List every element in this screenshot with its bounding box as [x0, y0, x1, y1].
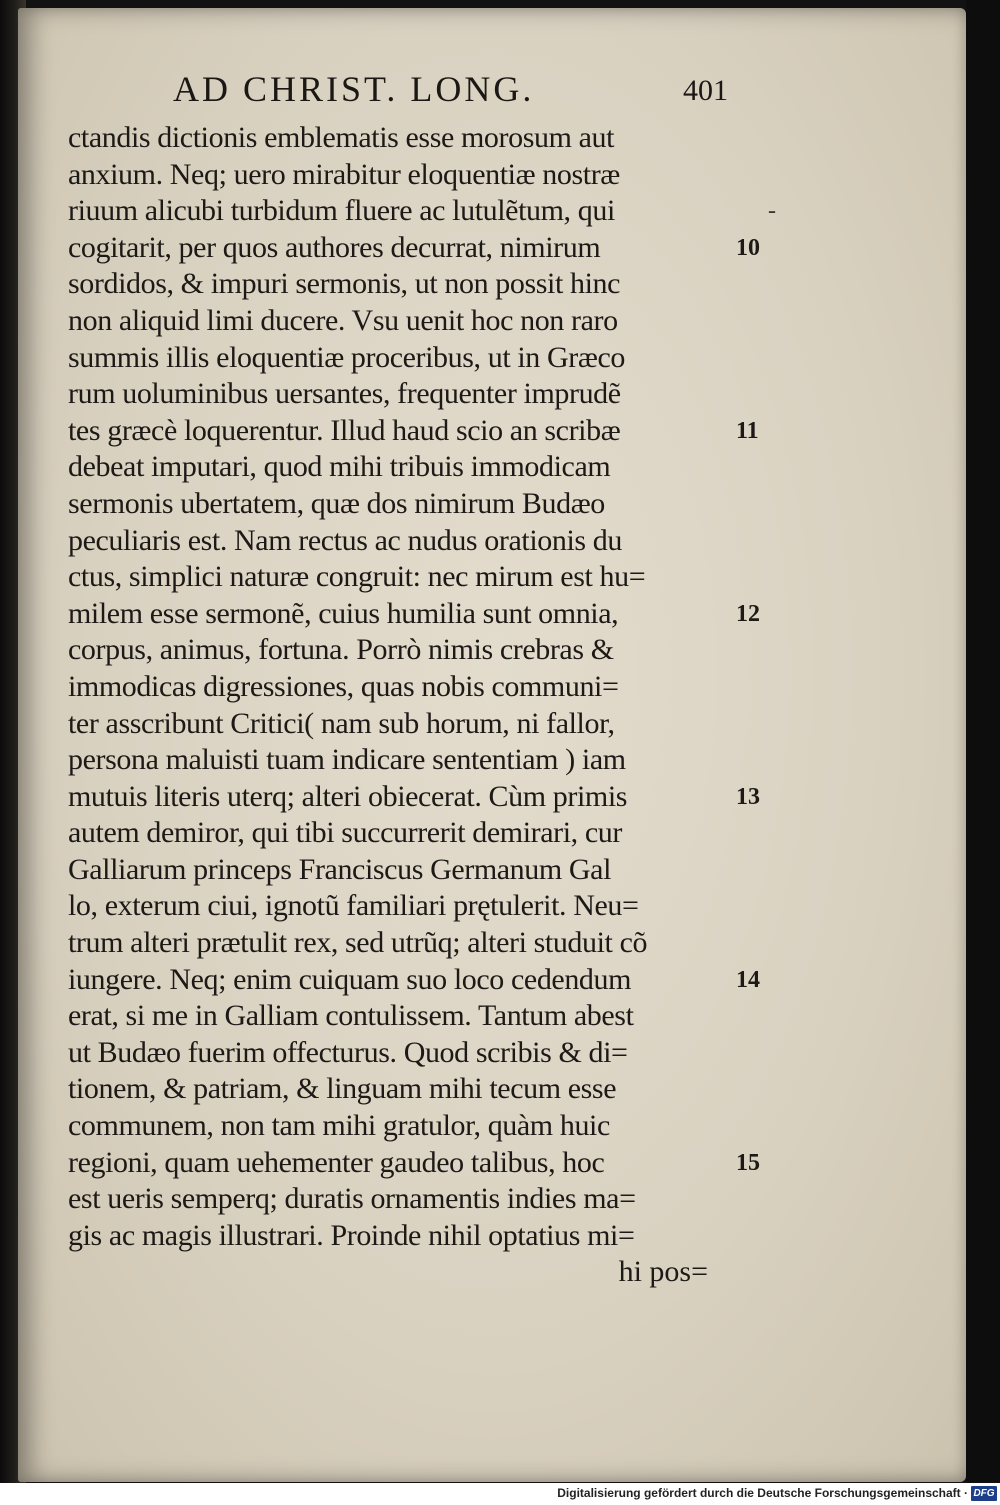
text-block	[68, 120, 776, 1291]
line-text: non aliquid limi ducere. Vsu uenit hoc non raro	[68, 303, 618, 337]
text-line	[68, 962, 768, 999]
line-text: erat, si me in Galliam contulissem. Tantum abest	[68, 999, 634, 1033]
text-line	[68, 486, 768, 523]
line-text: ctus, simplici naturæ congruit: nec mirum est hu=	[68, 560, 646, 594]
line-text: peculiaris est. Nam rectus ac nudus orationis du	[68, 523, 622, 557]
line-text: Galliarum princeps Franciscus Germanum Gal	[68, 852, 612, 886]
line-text: communem, non tam mihi gratulor, quàm huic	[68, 1109, 610, 1143]
margin-line-number: 10	[736, 234, 760, 261]
text-line	[68, 523, 768, 560]
line-text: persona maluisti tuam indicare sententiam ) iam	[68, 743, 626, 777]
line-text: ut Budæo fuerim offecturus. Quod scribis & di=	[68, 1035, 628, 1069]
margin-line-number: 11	[736, 417, 759, 444]
text-line	[68, 925, 768, 962]
text-line	[68, 157, 768, 194]
text-line	[68, 706, 768, 743]
text-line	[68, 559, 768, 596]
line-text: debeat imputari, quod mihi tribuis immodicam	[68, 450, 611, 484]
scan-background-right	[966, 0, 1000, 1483]
line-text: tionem, & patriam, & linguam mihi tecum esse	[68, 1072, 617, 1106]
line-text: sermonis ubertatem, quæ dos nimirum Budæo	[68, 486, 605, 520]
text-line	[68, 596, 768, 633]
line-text: sordidos, & impuri sermonis, ut non possit hinc	[68, 267, 621, 301]
line-text: immodicas digressiones, quas nobis communi=	[68, 669, 619, 703]
catchword: hi pos=	[618, 1255, 708, 1289]
line-text: est ueris semperq; duratis ornamentis indies ma=	[68, 1182, 636, 1216]
margin-line-number: 15	[736, 1149, 760, 1176]
text-line	[68, 998, 768, 1035]
folio-number: 401	[683, 74, 728, 107]
line-text: ter asscribunt Critici( nam sub horum, ni fallor,	[68, 706, 615, 740]
text-line	[68, 632, 768, 669]
line-text: rum uoluminibus uersantes, frequenter imprudẽ	[68, 377, 621, 411]
text-line	[68, 376, 768, 413]
text-line	[68, 120, 768, 157]
text-line	[68, 303, 768, 340]
page-header	[173, 68, 733, 118]
text-line	[68, 230, 768, 267]
line-text: riuum alicubi turbidum fluere ac lutulẽtum, qui	[68, 194, 615, 228]
text-line	[68, 669, 768, 706]
text-line	[68, 888, 768, 925]
text-line	[68, 413, 768, 450]
text-line	[68, 193, 776, 230]
running-title: AD CHRIST. LONG.	[173, 69, 535, 109]
text-line	[68, 742, 768, 779]
text-line	[68, 815, 768, 852]
line-text: autem demiror, qui tibi succurrerit demirari, cur	[68, 816, 622, 850]
line-text: trum alteri prætulit rex, sed utrũq; alteri studuit cõ	[68, 926, 648, 960]
text-line	[68, 1218, 768, 1255]
line-text: milem esse sermonẽ, cuius humilia sunt omnia,	[68, 596, 619, 630]
line-text: mutuis literis uterq; alteri obiecerat. Cùm primis	[68, 779, 628, 813]
text-line	[68, 1181, 768, 1218]
book-page	[18, 8, 966, 1482]
line-text: lo, exterum ciui, ignotũ familiari prętulerit. Neu=	[68, 889, 639, 923]
text-line	[68, 1145, 768, 1182]
text-line	[68, 340, 768, 377]
text-line	[68, 449, 768, 486]
line-text: cogitarit, per quos authores decurrat, nimirum	[68, 230, 601, 264]
text-line	[68, 266, 768, 303]
text-line	[68, 1071, 768, 1108]
line-text: iungere. Neq; enim cuiquam suo loco cedendum	[68, 962, 632, 996]
footer-credit: Digitalisierung gefördert durch die Deutsche Forschungsgemeinschaft ·	[557, 1486, 968, 1500]
line-text: regioni, quam uehementer gaudeo talibus, hoc	[68, 1145, 605, 1179]
margin-line-number: 12	[736, 600, 760, 627]
line-text: ctandis dictionis emblematis esse morosum aut	[68, 121, 615, 154]
margin-mark: -	[768, 198, 776, 225]
line-text: gis ac magis illustrari. Proinde nihil optatius mi=	[68, 1218, 635, 1252]
digitization-footer	[0, 1483, 1000, 1505]
text-line	[68, 852, 768, 889]
text-line	[68, 1108, 768, 1145]
margin-line-number: 13	[736, 783, 760, 810]
text-line	[68, 1035, 768, 1072]
margin-line-number: 14	[736, 966, 760, 993]
line-text: corpus, animus, fortuna. Porrò nimis crebras &	[68, 633, 614, 667]
line-text: anxium. Neq; uero mirabitur eloquentiæ nostræ	[68, 157, 620, 191]
dfg-logo: DFG	[971, 1486, 997, 1501]
line-text: summis illis eloquentiæ proceribus, ut in Græco	[68, 340, 625, 374]
line-text: tes græcè loquerentur. Illud haud scio an scribæ	[68, 413, 621, 447]
text-line	[68, 779, 768, 816]
